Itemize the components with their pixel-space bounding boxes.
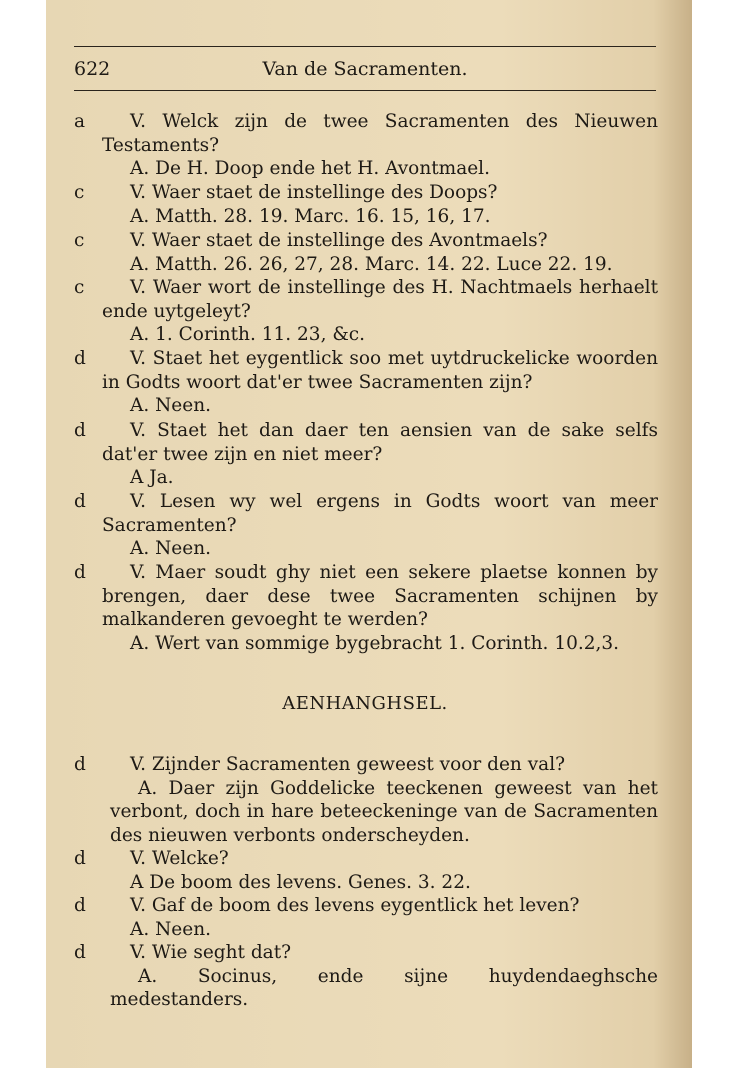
answer-text: A. Matth. 28. 19. Marc. 16. 15, 16, 17. — [130, 205, 491, 227]
section-heading: AENHANGHSEL. — [282, 693, 448, 714]
question-text: V. Staet het dan daer ten aensien van de sake selfs dat'er twee zijn en niet meer? — [102, 420, 658, 465]
entry-marker: d — [74, 491, 86, 512]
header-top-rule — [74, 46, 656, 47]
answer-text: A. De H. Doop ende het H. Avontmael. — [130, 158, 490, 180]
page-number: 622 — [74, 58, 111, 80]
question-text: V. Welck zijn de twee Sacramenten des Nieuwen Testaments? — [102, 111, 658, 156]
appendix-entry — [74, 941, 658, 1012]
entry-marker: d — [74, 848, 86, 869]
catechism-entry — [74, 229, 658, 276]
answer-text: A. Wert van sommige bygebracht 1. Corinth. 10.2,3. — [130, 633, 620, 655]
running-header — [74, 58, 656, 84]
entry-marker: d — [74, 348, 86, 369]
answer-text: A De boom des levens. Genes. 3. 22. — [130, 871, 471, 893]
catechism-entry — [74, 419, 658, 490]
answer-text: A. Neen. — [130, 395, 212, 417]
catechism-entry — [74, 110, 658, 181]
answer-text: A Ja. — [130, 467, 174, 489]
question-text: V. Zijnder Sacramenten geweest voor den val? — [130, 754, 566, 775]
entry-marker: c — [74, 230, 85, 251]
answer-text: A. Neen. — [130, 538, 212, 560]
entry-marker: d — [74, 420, 86, 441]
question-text: V. Gaf de boom des levens eygentlick het leven? — [130, 895, 580, 916]
catechism-entry — [74, 561, 658, 656]
catechism-entry — [74, 490, 658, 561]
answer-text: A. Matth. 26. 26, 27, 28. Marc. 14. 22. Luce 22. 19. — [130, 253, 613, 275]
appendix-entry — [74, 894, 658, 941]
answer-text: A. Socinus, ende sijne huydendaeghsche medestanders. — [110, 965, 658, 1011]
answer-text: A. Daer zijn Goddelicke teeckenen geweest van het verbont, doch in hare beteeckeninge van de Sacramenten des nieuwen verbonts onderscheyden. — [110, 777, 658, 847]
appendix-entry — [74, 847, 658, 894]
entry-marker: a — [74, 111, 86, 132]
appendix-entry — [74, 753, 658, 848]
answer-text: A. 1. Corinth. 11. 23, &c. — [130, 324, 366, 346]
catechism-entry — [74, 276, 658, 347]
question-text: V. Maer soudt ghy niet een sekere plaetse konnen by brengen, daer dese twee Sacramenten schijnen by malkanderen gevoeght te werden? — [102, 562, 658, 631]
question-text: V. Staet het eygentlick soo met uytdruckelicke woorden in Godts woort dat'er twee Sacramenten zijn? — [102, 348, 658, 393]
entry-marker: d — [74, 942, 86, 963]
question-text: V. Waer staet de instellinge des Doops? — [130, 182, 498, 203]
entry-marker: d — [74, 562, 86, 583]
page-title: Van de Sacramenten. — [262, 58, 468, 80]
entry-marker: c — [74, 277, 85, 298]
question-text: V. Wie seght dat? — [130, 942, 292, 963]
question-text: V. Welcke? — [130, 848, 229, 869]
answer-text: A. Neen. — [130, 918, 212, 940]
catechism-entry — [74, 181, 658, 228]
entry-marker: d — [74, 895, 86, 916]
question-text: V. Waer staet de instellinge des Avontmaels? — [130, 230, 548, 251]
question-text: V. Lesen wy wel ergens in Godts woort van meer Sacramenten? — [102, 491, 658, 536]
book-page — [46, 0, 692, 1068]
entry-marker: d — [74, 754, 86, 775]
catechism-entry — [74, 347, 658, 418]
header-bottom-rule — [74, 90, 656, 91]
entry-marker: c — [74, 182, 85, 203]
question-text: V. Waer wort de instellinge des H. Nachtmaels herhaelt ende uytgeleyt? — [102, 277, 658, 322]
